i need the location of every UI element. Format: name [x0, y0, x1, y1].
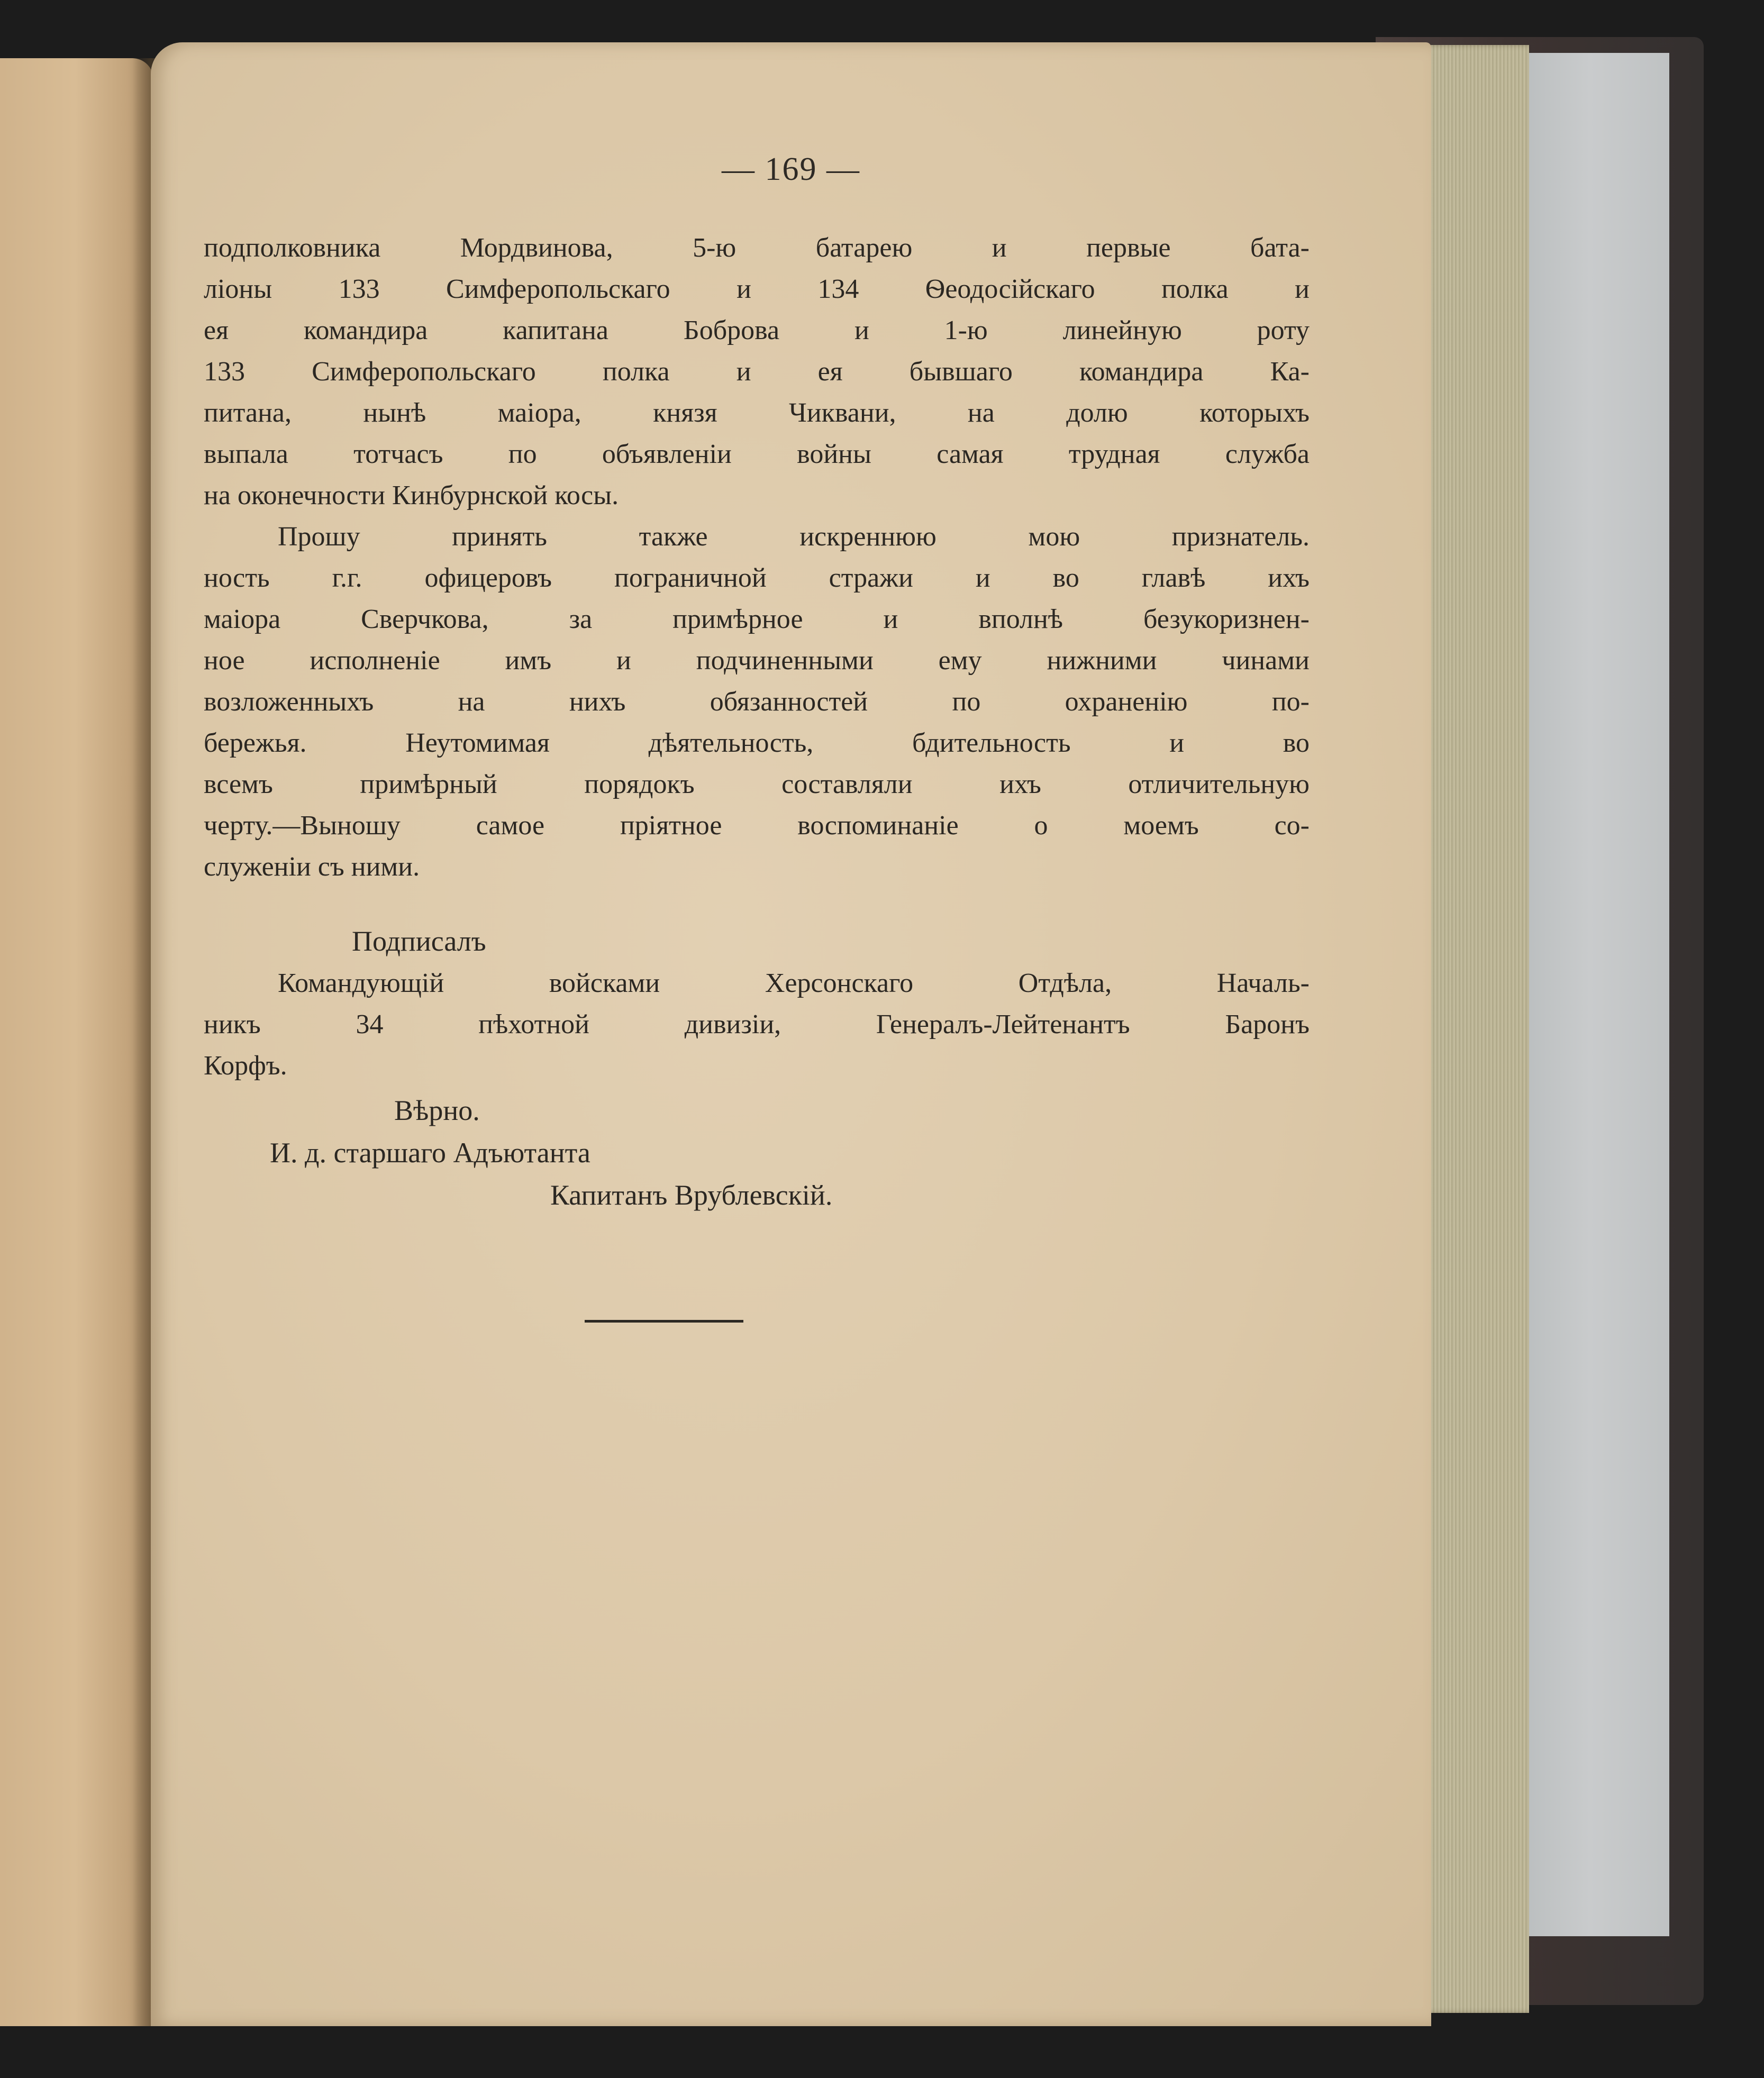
- text-line: маіора Сверчкова, за примѣрное и вполнѣ безукоризнен-: [204, 604, 1310, 634]
- text-line: ея командира капитана Боброва и 1-ю линейную роту: [204, 315, 1310, 345]
- text-line: Прошу принять также искреннюю мою признатель.: [278, 522, 1310, 552]
- text-line: ное исполненіе имъ и подчиненными ему нижними чинами: [204, 645, 1310, 676]
- page-number: — 169 —: [722, 151, 860, 187]
- text-line: черту.—Выношу самое пріятное воспоминаніе о моемъ со-: [204, 810, 1310, 841]
- text-line: на оконечности Кинбурнской косы.: [204, 480, 619, 511]
- text-line: выпала тотчасъ по объявленіи войны самая трудная служба: [204, 439, 1310, 469]
- endpaper: [1511, 53, 1669, 1936]
- book-page: [151, 42, 1431, 2026]
- signatory-text: [204, 963, 1310, 1087]
- page-edges: [1423, 45, 1529, 2013]
- acting-adjutant-label: И. д. старшаго Адъютанта: [270, 1137, 590, 1169]
- text-line: всемъ примѣрный порядокъ составляли ихъ отличительную: [204, 769, 1310, 799]
- captain-signature: Капитанъ Врублевскій.: [550, 1179, 833, 1211]
- text-line: ность г.г. офицеровъ пограничной стражи и во главѣ ихъ: [204, 563, 1310, 593]
- certified-label: Вѣрно.: [394, 1095, 480, 1126]
- body-text: [204, 227, 1310, 888]
- text-line: ліоны 133 Симферопольскаго и 134 Ѳеодосійскаго полка и: [204, 274, 1310, 304]
- text-line: Командующій войсками Херсонскаго Отдѣла, Началь-: [278, 968, 1310, 998]
- text-line: никъ 34 пѣхотной дивизіи, Генералъ-Лейтенантъ Баронъ: [204, 1009, 1310, 1040]
- text-line: 133 Симферопольскаго полка и ея бывшаго командира Ка-: [204, 357, 1310, 387]
- text-line: возложенныхъ на нихъ обязанностей по охраненію по-: [204, 687, 1310, 717]
- closing-rule: [585, 1320, 743, 1323]
- text-line: бережья. Неутомимая дѣятельность, бдительность и во: [204, 728, 1310, 758]
- signed-label: Подписалъ: [352, 925, 486, 957]
- text-line: подполковника Мордвинова, 5-ю батарею и первые бата-: [204, 233, 1310, 263]
- text-line: Корфъ.: [204, 1051, 287, 1081]
- previous-page-edge: [0, 58, 153, 2026]
- text-line: служеніи съ ними.: [204, 852, 420, 882]
- text-line: питана, нынѣ маіора, князя Чиквани, на долю которыхъ: [204, 398, 1310, 428]
